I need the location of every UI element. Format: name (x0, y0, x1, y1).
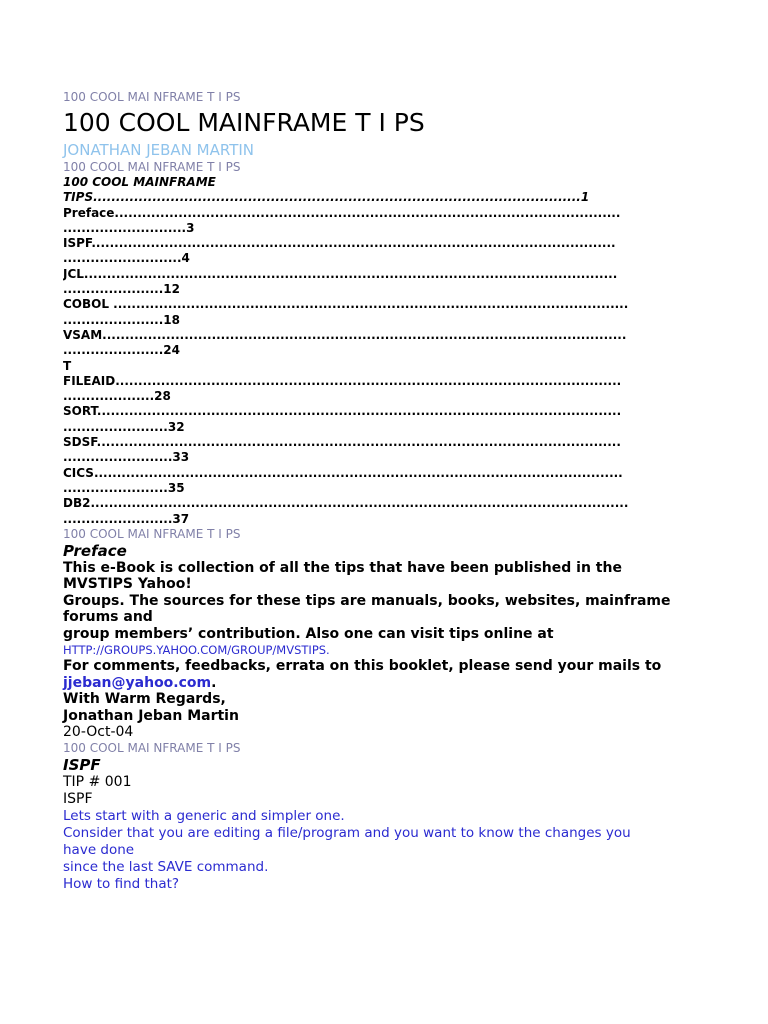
toc-line: CICS.................................................................................................................... (63, 465, 623, 480)
author-name: JONATHAN JEBAN MARTIN (63, 141, 255, 159)
email-link[interactable]: jjeban@yahoo.com (63, 674, 212, 691)
tip-topic: ISPF (63, 791, 93, 808)
toc-entry[interactable] (63, 236, 708, 267)
email-suffix: . (211, 674, 217, 691)
toc-line: ......................18 (63, 312, 180, 327)
main-title: 100 COOL MAINFRAME T I PS (63, 108, 425, 137)
running-header: 100 COOL MAI NFRAME T I PS (63, 90, 241, 104)
toc-line: VSAM................................................................................................................... (63, 327, 627, 342)
preface-line: MVSTIPS Yahoo! (63, 576, 192, 593)
preface-line: group members’ contribution. Also one can visit tips online at (63, 625, 554, 642)
toc-entry[interactable] (63, 496, 708, 527)
toc-entry[interactable] (63, 404, 708, 435)
toc-line: .......................35 (63, 480, 185, 495)
tip-body (63, 808, 708, 892)
toc-entry[interactable] (63, 175, 708, 206)
running-header: 100 COOL MAI NFRAME T I PS (63, 160, 241, 174)
preface-heading: Preface (63, 541, 127, 560)
toc-line: ........................37 (63, 511, 190, 526)
toc-entry[interactable] (63, 359, 708, 405)
toc-entry[interactable] (63, 466, 708, 497)
toc-entry[interactable] (63, 328, 708, 359)
toc-line: ......................12 (63, 282, 180, 297)
toc-line: ......................24 (63, 343, 180, 358)
preface-line: This e-Book is collection of all the tips that have been published in the (63, 559, 622, 576)
toc-line: SORT................................................................................................................... (63, 404, 622, 419)
mvstips-link[interactable]: HTTP://GROUPS.YAHOO.COM/GROUP/MVSTIPS. (63, 643, 330, 658)
table-of-contents (63, 175, 708, 527)
email-line (63, 675, 708, 692)
preface-line: For comments, feedbacks, errata on this booklet, please send your mails to (63, 658, 662, 675)
toc-line: DB2...................................................................................................................... (63, 496, 629, 511)
tip-line: Consider that you are editing a file/program and you want to know the changes you (63, 825, 631, 842)
toc-line: FILEAID............................................................................................................... (63, 373, 622, 388)
preface-body (63, 658, 708, 724)
toc-entry[interactable] (63, 435, 708, 466)
toc-entry[interactable] (63, 206, 708, 237)
toc-line: T (63, 358, 72, 373)
tip-line: Lets start with a generic and simpler one. (63, 808, 345, 825)
toc-line: SDSF................................................................................................................... (63, 435, 621, 450)
regards-line: With Warm Regards, (63, 691, 226, 708)
preface-date: 20-Oct-04 (63, 724, 134, 741)
tip-number: TIP # 001 (63, 774, 132, 791)
toc-line: ...........................3 (63, 220, 195, 235)
preface-body (63, 560, 708, 643)
signature-line: Jonathan Jeban Martin (63, 707, 239, 724)
toc-entry[interactable] (63, 297, 708, 328)
tip-line: have done (63, 841, 135, 858)
running-header: 100 COOL MAI NFRAME T I PS (63, 741, 241, 756)
toc-line: 100 COOL MAINFRAME (63, 175, 216, 189)
tip-line: since the last SAVE command. (63, 858, 269, 875)
toc-line: .......................32 (63, 419, 185, 434)
tip-line: How to find that? (63, 875, 180, 892)
running-header: 100 COOL MAI NFRAME T I PS (63, 526, 241, 541)
toc-line: Preface............................................................................................................... (63, 205, 621, 220)
toc-line: COBOL ................................................................................................................. (63, 297, 629, 312)
toc-line: TIPS...........................................................................................................1 (63, 190, 590, 205)
toc-entry[interactable] (63, 267, 708, 298)
toc-line: ........................33 (63, 450, 190, 465)
toc-line: ISPF................................................................................................................... (63, 236, 616, 251)
ispf-heading: ISPF (63, 756, 101, 775)
document-page (63, 90, 708, 892)
toc-line: JCL..................................................................................................................... (63, 266, 618, 281)
preface-line: forums and (63, 609, 153, 626)
preface-line: Groups. The sources for these tips are manuals, books, websites, mainframe (63, 592, 671, 609)
toc-line: ..........................4 (63, 251, 190, 266)
toc-line: ....................28 (63, 389, 171, 404)
